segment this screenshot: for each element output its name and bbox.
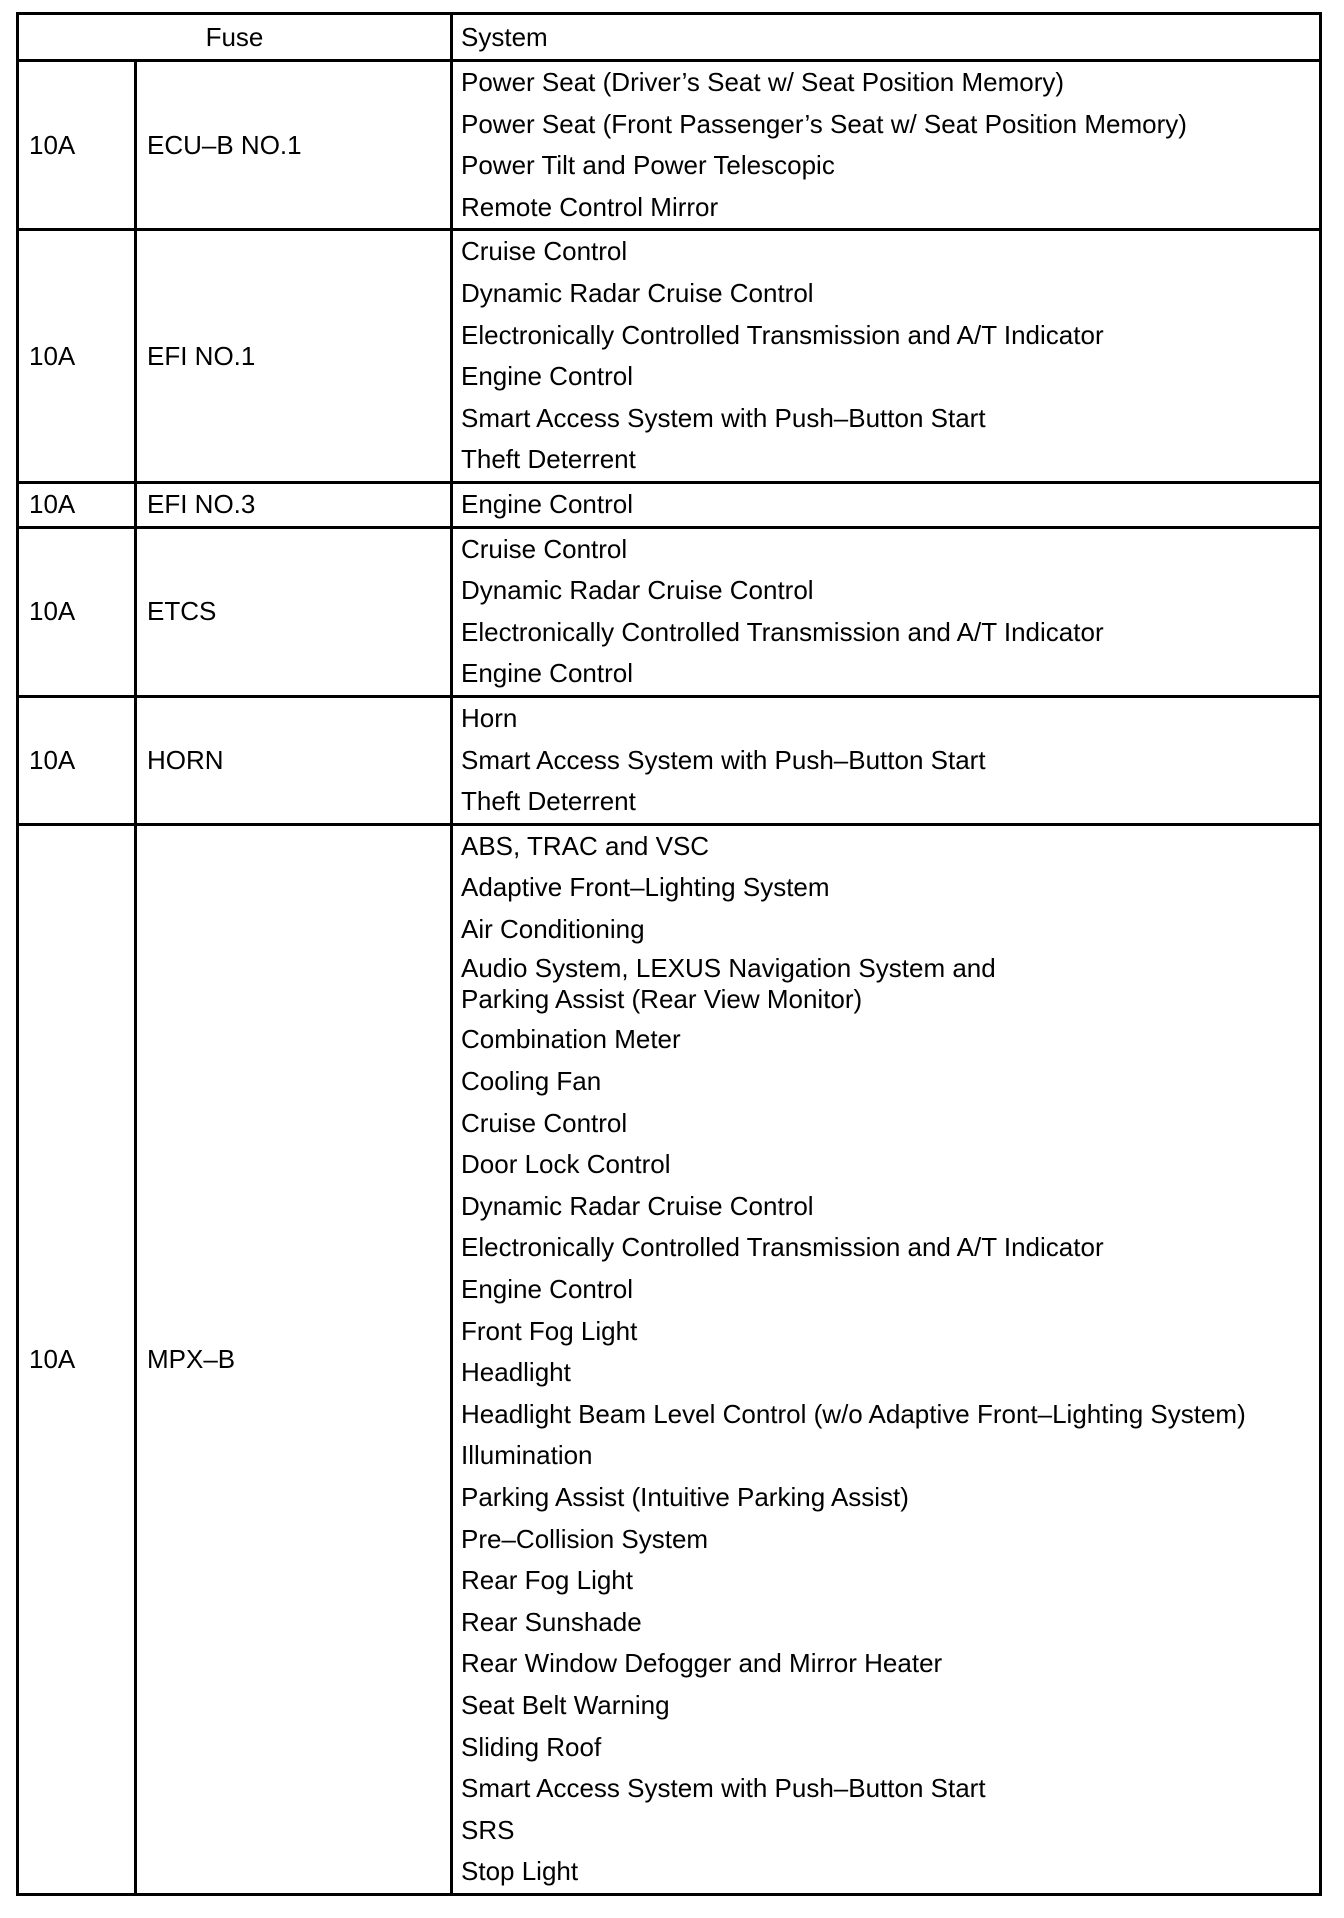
fuse-column-header: Fuse — [18, 14, 452, 61]
fuse-amperage: 10A — [18, 527, 136, 696]
system-item: Sliding Roof — [461, 1731, 602, 1762]
system-item: Theft Deterrent — [461, 444, 636, 475]
system-item: Headlight Beam Level Control (w/o Adaptive Front–Lighting System) — [461, 1398, 1246, 1429]
fuse-row — [18, 61, 1321, 230]
system-item: Engine Control — [461, 361, 633, 392]
fuse-amperage: 10A — [18, 482, 136, 527]
fuse-row — [18, 230, 1321, 483]
fuse-row — [18, 527, 1321, 696]
fuse-amperage: 10A — [18, 824, 136, 1894]
system-list — [452, 696, 1321, 824]
system-item: Engine Control — [461, 658, 633, 689]
system-item: Door Lock Control — [461, 1149, 671, 1180]
system-item: Horn — [461, 702, 518, 733]
system-item: Cooling Fan — [461, 1066, 602, 1097]
system-item: Smart Access System with Push–Button Start — [461, 1773, 986, 1804]
system-list — [452, 527, 1321, 696]
system-item: Parking Assist (Intuitive Parking Assist) — [461, 1482, 909, 1512]
system-item: Air Conditioning — [461, 913, 645, 944]
fuse-row — [18, 482, 1321, 527]
fuse-name: HORN — [136, 696, 452, 824]
system-item: Power Tilt and Power Telescopic — [461, 150, 835, 181]
system-list — [452, 61, 1321, 230]
system-item: Stop Light — [461, 1856, 579, 1887]
system-item: Combination Meter — [461, 1024, 681, 1055]
system-item: Theft Deterrent — [461, 786, 636, 817]
system-item: Illumination — [461, 1440, 593, 1471]
fuse-name: MPX–B — [136, 824, 452, 1894]
system-item: Dynamic Radar Cruise Control — [461, 277, 814, 308]
system-item: Power Seat (Driver’s Seat w/ Seat Position Memory) — [461, 67, 1065, 97]
system-item: Engine Control — [461, 488, 633, 519]
system-item: Cruise Control — [461, 236, 628, 267]
fuse-amperage: 10A — [18, 696, 136, 824]
system-item: Adaptive Front–Lighting System — [461, 872, 830, 903]
system-item: Electronically Controlled Transmission and A/T Indicator — [461, 616, 1104, 647]
system-item: Electronically Controlled Transmission and A/T Indicator — [461, 1232, 1104, 1263]
system-column-header: System — [452, 14, 1321, 61]
system-item: Electronically Controlled Transmission and A/T Indicator — [461, 319, 1104, 350]
system-list — [452, 482, 1321, 527]
system-item: Power Seat (Front Passenger’s Seat w/ Seat Position Memory) — [461, 108, 1187, 139]
fuse-row — [18, 824, 1321, 1894]
fuse-name: ETCS — [136, 527, 452, 696]
table-header — [18, 14, 1321, 61]
system-item: Rear Fog Light — [461, 1565, 633, 1596]
system-item: Pre–Collision System — [461, 1523, 709, 1554]
fuse-amperage: 10A — [18, 230, 136, 483]
system-item: Dynamic Radar Cruise Control — [461, 1190, 814, 1221]
system-item: Cruise Control — [461, 533, 628, 564]
system-item: Engine Control — [461, 1274, 633, 1305]
system-list — [452, 824, 1321, 1894]
system-item: Rear Window Defogger and Mirror Heater — [461, 1648, 943, 1679]
fuse-name: EFI NO.3 — [136, 482, 452, 527]
fuse-row — [18, 696, 1321, 824]
system-item: Seat Belt Warning — [461, 1689, 670, 1720]
system-item: ABS, TRAC and VSC — [461, 830, 710, 861]
fuse-amperage: 10A — [18, 61, 136, 230]
header-row — [18, 14, 1321, 61]
fuse-name: ECU–B NO.1 — [136, 61, 452, 230]
system-item: Rear Sunshade — [461, 1606, 642, 1637]
system-item: Remote Control Mirror — [461, 191, 719, 222]
fuse-system-table — [16, 12, 1322, 1896]
system-item: SRS — [461, 1814, 515, 1845]
fuse-name: EFI NO.1 — [136, 230, 452, 483]
system-item: Audio System, LEXUS Navigation System and Parking Assist (Rear View Monitor) — [461, 953, 996, 1015]
system-item: Smart Access System with Push–Button Start — [461, 744, 986, 775]
system-item: Dynamic Radar Cruise Control — [461, 575, 814, 606]
table-body — [18, 61, 1321, 1895]
system-item: Front Fog Light — [461, 1315, 638, 1346]
system-item: Cruise Control — [461, 1107, 628, 1138]
system-item: Headlight — [461, 1357, 571, 1388]
system-item: Smart Access System with Push–Button Start — [461, 402, 986, 433]
system-list — [452, 230, 1321, 483]
